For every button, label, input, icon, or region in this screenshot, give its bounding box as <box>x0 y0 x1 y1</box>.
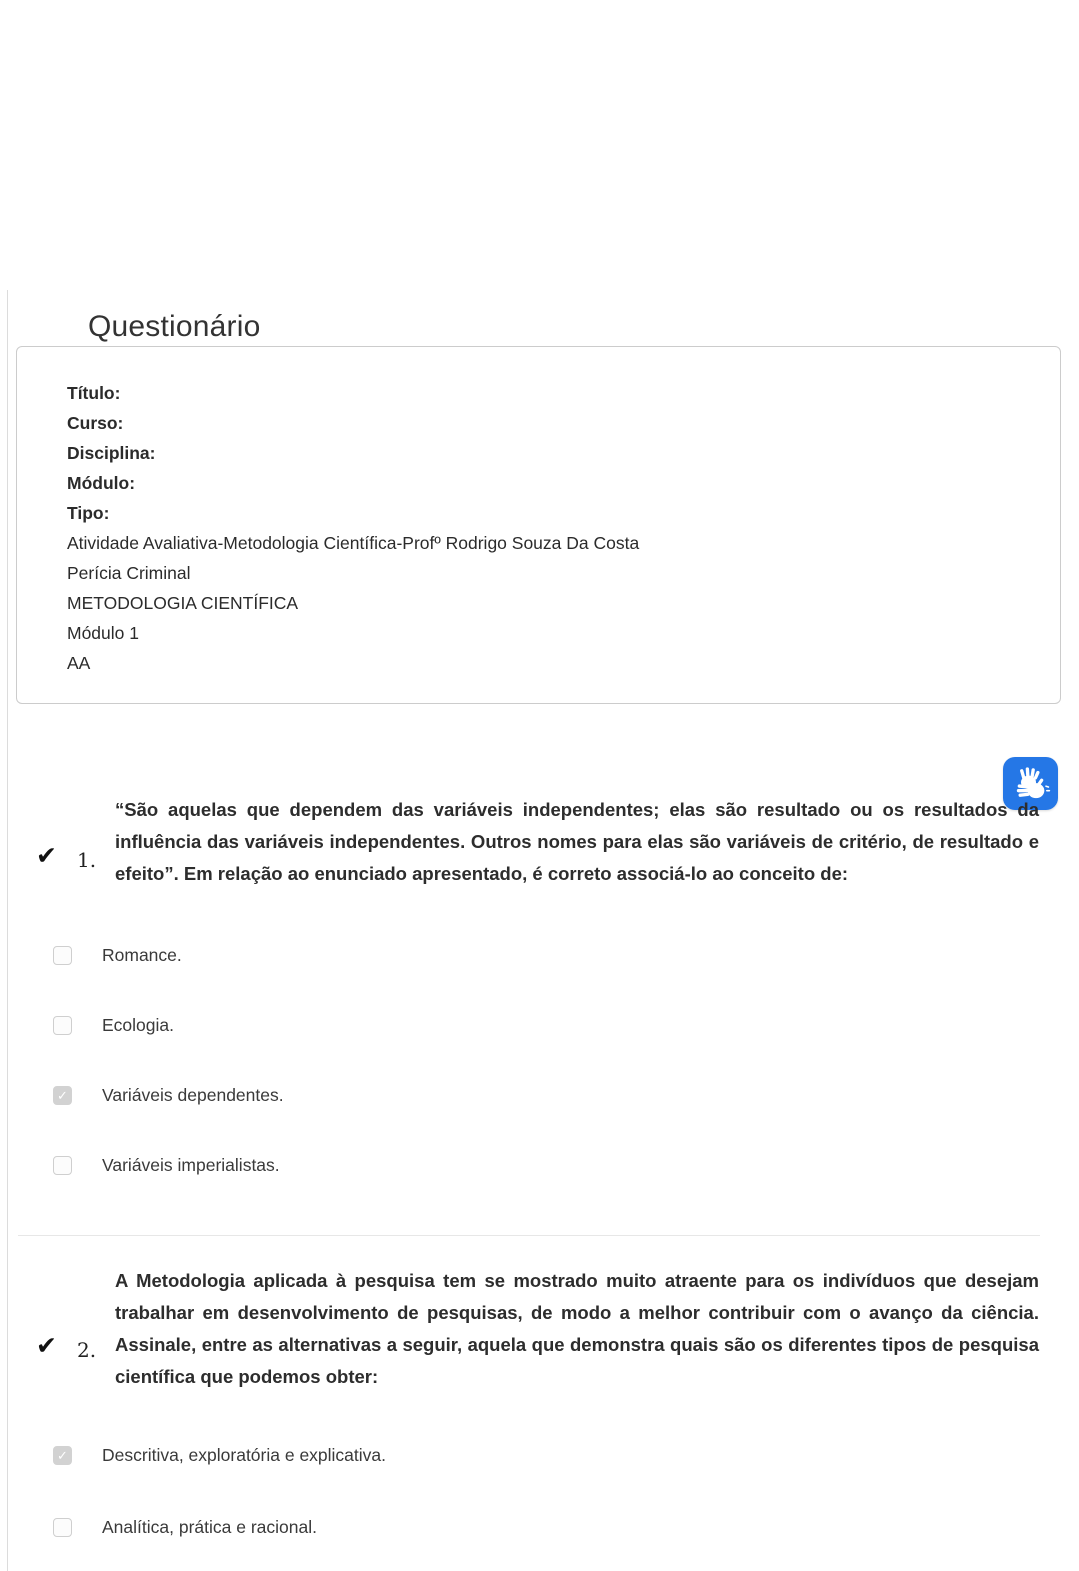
answer-checkbox[interactable] <box>53 946 72 965</box>
question-2-option-row <box>53 1517 317 1538</box>
info-label-tipo: Tipo: <box>67 503 110 523</box>
question-1-text: “São aquelas que dependem das variáveis independentes; elas são resultado ou os resultados da influência das variáveis independentes. Outros nomes para elas são variáveis de critério, de resultado e efeito”. Em relação ao enunciado apresentado, é correto associá-lo ao conceito de: <box>115 799 1039 884</box>
checkbox-tick-icon: ✓ <box>57 1448 68 1463</box>
page-left-border <box>7 290 8 1571</box>
question-2-text: A Metodologia aplicada à pesquisa tem se mostrado muito atraente para os indivíduos que desejam trabalhar em desenvolvimento de pesquisas, de modo a melhor contribuir com o avanço da ciência. Assinale, entre as alternativas a seguir, aquela que demonstra quais são os diferentes tipos de pesquisa científica que podemos obter: <box>115 1270 1039 1387</box>
info-label-disciplina: Disciplina: <box>67 443 156 463</box>
info-label-modulo: Módulo: <box>67 473 136 493</box>
info-value-modulo: Módulo 1 <box>67 623 139 643</box>
question-1-option-row <box>53 945 182 966</box>
page-title: Questionário <box>88 310 261 344</box>
answer-checkbox[interactable] <box>53 1518 72 1537</box>
question-2-option-row <box>53 1445 386 1466</box>
question-1-option-row <box>53 1085 284 1106</box>
quiz-info-card <box>16 346 1061 704</box>
info-label-curso: Curso: <box>67 413 124 433</box>
answer-option-label[interactable]: Ecologia. <box>102 1015 174 1035</box>
checkbox-tick-icon: ✓ <box>57 1088 68 1103</box>
answer-option-label[interactable]: Descritiva, exploratória e explicativa. <box>102 1445 387 1465</box>
answer-checkbox[interactable] <box>53 1086 72 1105</box>
info-label-titulo: Título: <box>67 383 121 403</box>
answer-checkbox[interactable] <box>53 1446 72 1465</box>
question-1-option-row <box>53 1155 280 1176</box>
question-2-answered-check-icon: ✔ <box>36 1331 57 1360</box>
answer-option-label[interactable]: Romance. <box>102 945 182 965</box>
answer-option-label[interactable]: Variáveis imperialistas. <box>102 1155 280 1175</box>
answer-option-label[interactable]: Analítica, prática e racional. <box>102 1517 317 1537</box>
info-value-disciplina: METODOLOGIA CIENTÍFICA <box>67 593 299 613</box>
question-1-answered-check-icon: ✔ <box>36 841 57 870</box>
answer-option-label[interactable]: Variáveis dependentes. <box>102 1085 284 1105</box>
answer-checkbox[interactable] <box>53 1016 72 1035</box>
info-value-curso: Perícia Criminal <box>67 563 191 583</box>
question-divider <box>18 1235 1040 1236</box>
answer-checkbox[interactable] <box>53 1156 72 1175</box>
info-value-titulo: Atividade Avaliativa-Metodologia Científica-Profº Rodrigo Souza Da Costa <box>67 533 640 553</box>
question-1-option-row <box>53 1015 174 1036</box>
question-1-number: 1. <box>77 848 97 872</box>
question-2-number: 2. <box>77 1338 97 1362</box>
info-value-tipo: AA <box>67 653 91 673</box>
